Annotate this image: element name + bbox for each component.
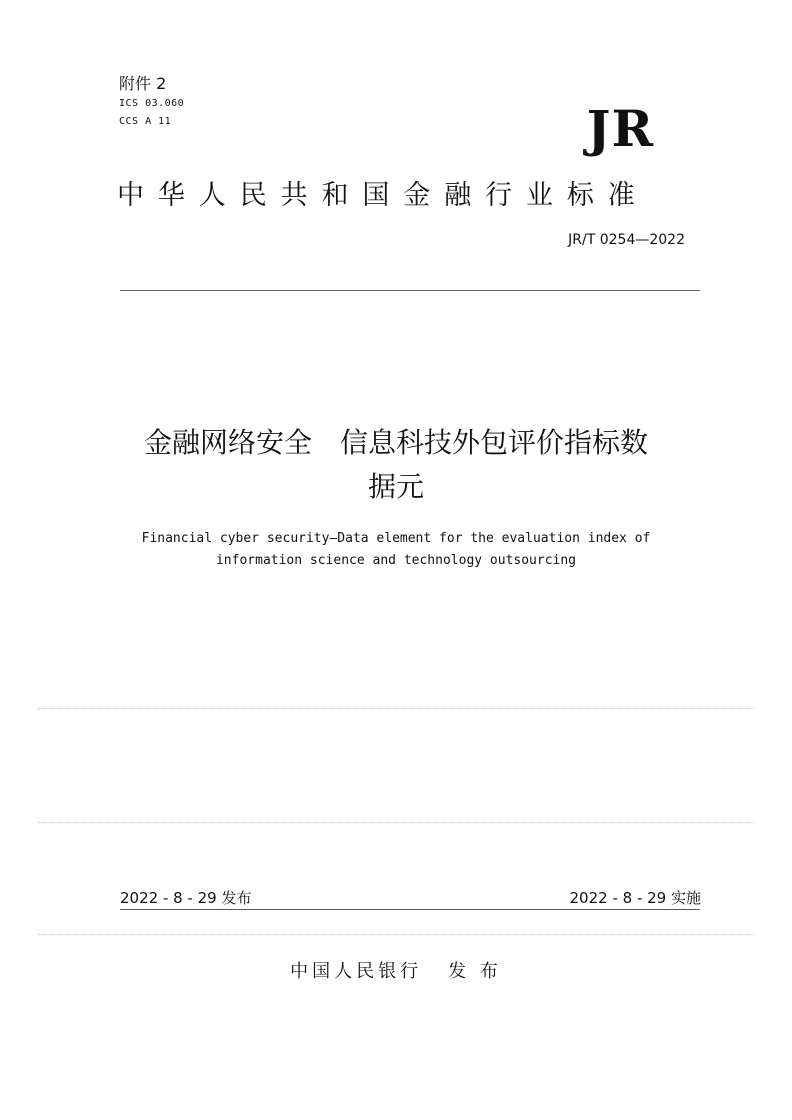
jr-logo: JR (586, 99, 654, 158)
standard-category: 中华人民共和国金融行业标准 (117, 180, 649, 211)
publisher-line (0, 957, 792, 983)
issue-date: 2022 - 8 - 29 发布 (120, 889, 252, 907)
document-title-en-line2: information science and technology outsourcing (215, 553, 577, 568)
document-title-cn-line1: 金融网络安全 信息科技外包评价指标数 (143, 426, 648, 459)
document-title-en-line1: Financial cyber security—Data element for the evaluation index of (141, 531, 651, 546)
document-title-cn-line2: 据元 (367, 470, 424, 503)
dotted-separator (38, 708, 754, 709)
dates-divider (120, 909, 700, 910)
implementation-date: 2022 - 8 - 29 实施 (569, 889, 701, 907)
ccs-code: CCS A 11 (119, 116, 172, 127)
dotted-separator (38, 934, 754, 935)
publisher-name: 中国人民银行 (290, 961, 423, 982)
attachment-label: 附件 2 (119, 74, 167, 93)
publisher-action: 发 布 (448, 961, 502, 982)
ics-code: ICS 03.060 (119, 98, 185, 109)
header-divider (120, 290, 700, 291)
standard-number: JR/T 0254—2022 (568, 232, 685, 248)
dotted-separator (38, 822, 754, 823)
